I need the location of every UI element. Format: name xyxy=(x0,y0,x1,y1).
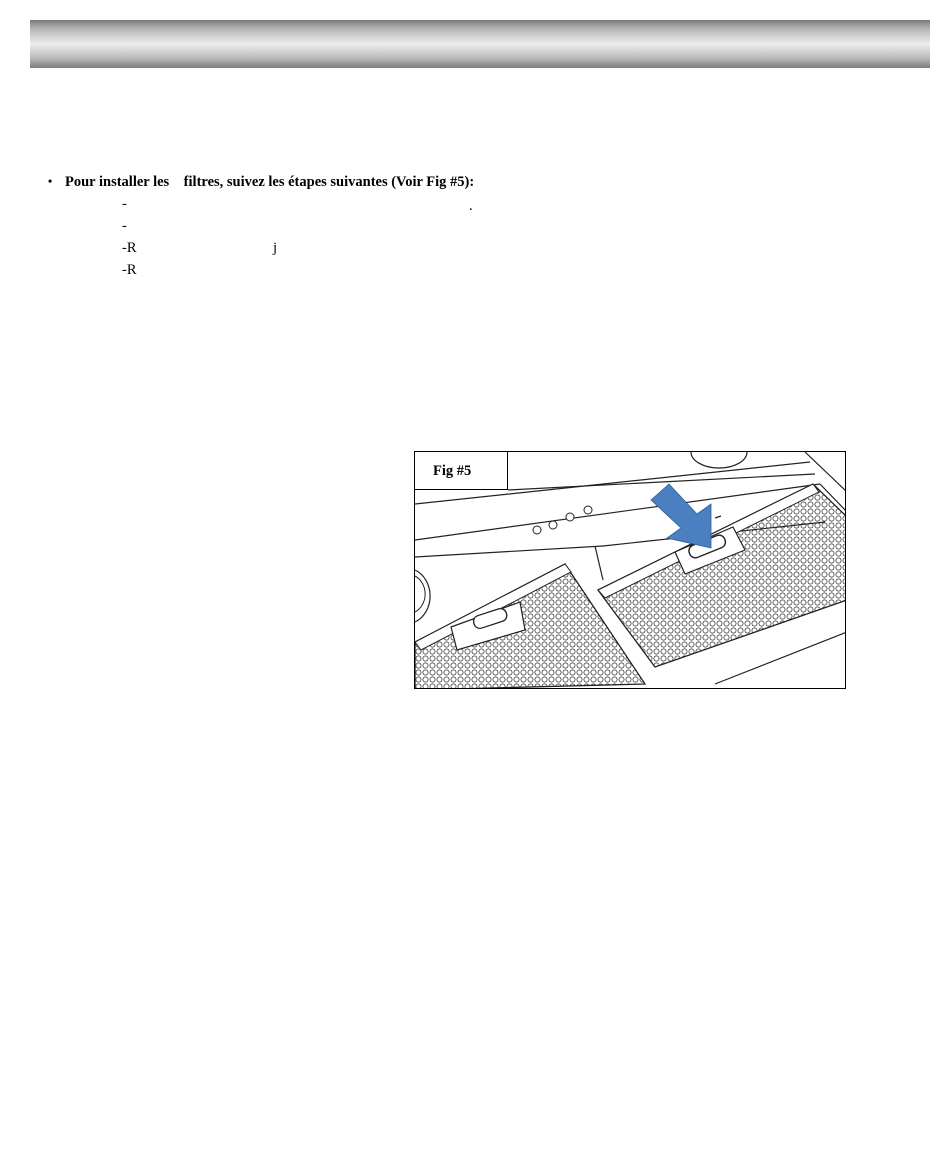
step-2: - xyxy=(122,218,127,234)
figure-label-box xyxy=(415,452,508,490)
step-3: -R xyxy=(122,240,137,256)
step-3-fragment: j xyxy=(273,240,278,256)
header-bar xyxy=(30,20,930,68)
figure-label: Fig #5 xyxy=(433,463,472,479)
instruction-text: Pour installer les filtres, suivez les étapes suivantes (Voir Fig #5): xyxy=(65,174,475,190)
step-4: -R xyxy=(122,262,137,278)
step-1: - xyxy=(122,196,127,212)
filter-install-instruction xyxy=(48,174,474,191)
bullet-icon: • xyxy=(48,174,53,188)
step-1-end-mark: . xyxy=(469,198,473,214)
figure-5 xyxy=(414,451,846,689)
